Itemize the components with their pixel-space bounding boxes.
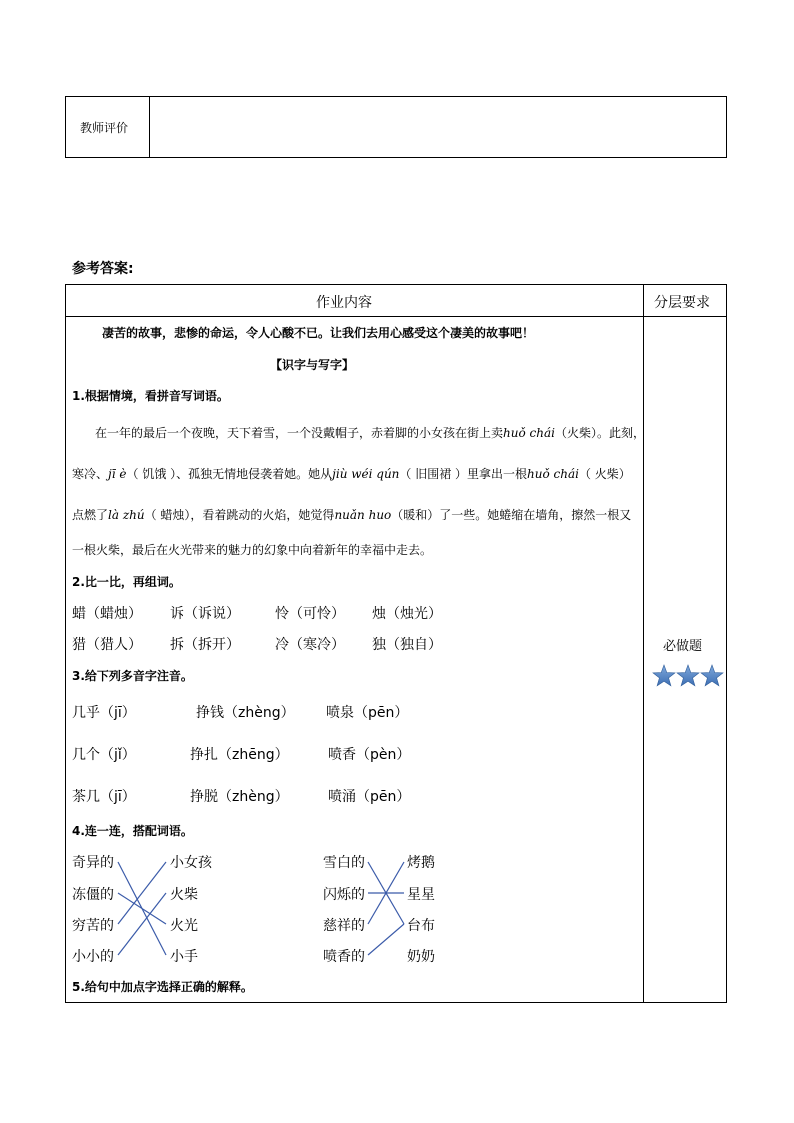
q4-left-match: 火光 [170,918,198,934]
q4-title: 4.连一连，搭配词语。 [72,824,193,838]
q1-answer-4: （ 火柴） [578,467,631,481]
q1-title: 1.根据情境，看拼音写词语。 [72,389,229,403]
q4-right-match: 烤鹅 [407,855,435,871]
q3-title: 3.给下列多音字注音。 [72,669,193,683]
q3-item: 挣扎（zhēng） [190,747,289,763]
q2-item: 冷（寒冷） [275,637,345,653]
q1-answer-1: （火柴）。此刻， [554,426,645,440]
level-stars [652,664,726,688]
section-title: 【识字与写字】 [270,358,355,372]
teacher-eval-table [65,96,727,158]
q3-item: 喷涌（pēn） [328,789,411,805]
q4-left-word: 小小的 [72,949,114,965]
q4-right-word: 喷香的 [323,949,365,965]
q1-pinyin-5: là zhú [108,508,145,522]
q3-item: 喷泉（pēn） [326,705,409,721]
q1-line1 [95,424,645,441]
q3-item: 挣脱（zhèng） [190,789,289,805]
q1-line4: 一根火柴，最后在火光带来的魅力的幻象中向着新年的幸福中走去。 [72,543,433,557]
q1-line3 [72,506,631,523]
q5-title: 5.给句中加点字选择正确的解释。 [72,980,253,994]
star-icon [653,665,675,686]
q1-line2 [72,465,631,482]
q3-item: 喷香（pèn） [328,747,411,763]
header-content: 作业内容 [316,295,372,311]
teacher-eval-divider [149,97,150,157]
q1-line1-text: 在一年的最后一个夜晚，天下着雪，一个没戴帽子，赤着脚的小女孩在街上卖 [95,426,504,440]
q3-item: 茶几（jī） [72,789,136,805]
q1-line2-text: 寒冷、 [72,467,109,481]
q1-answer-3: （ 旧围裙 ）里拿出一根 [399,467,528,481]
star-icon [701,665,723,686]
teacher-eval-label: 教师评价 [80,121,129,135]
q2-title: 2.比一比，再组词。 [72,575,181,589]
q3-item: 几乎（jī） [72,705,136,721]
q2-item: 独（独自） [372,637,442,653]
q2-item: 怜（可怜） [275,606,345,622]
q4-left-word: 穷苦的 [72,918,114,934]
q3-item: 几个（jǐ） [72,747,136,763]
header-level: 分层要求 [654,295,710,311]
intro-text: 凄苦的故事，悲惨的命运，令人心酸不已。让我们去用心感受这个凄美的故事吧！ [102,326,535,340]
q4-left-word: 冻僵的 [72,887,114,903]
q1-pinyin-6: nuǎn huo [334,508,392,522]
q1-pinyin-4: huǒ chái [527,467,579,481]
q4-left-word: 奇异的 [72,855,114,871]
q1-line3-text: 点燃了 [72,508,109,522]
q2-item: 拆（拆开） [170,637,240,653]
q1-answer-5: （ 蜡烛），看着跳动的火焰，她觉得 [144,508,335,522]
q1-answer-2: （ 饥饿 ）、孤独无情地侵袭着她。她从 [126,467,333,481]
q4-right-word: 闪烁的 [323,887,365,903]
q1-pinyin-2: jī è [108,467,127,481]
q4-right-match: 台布 [407,918,435,934]
column-divider [643,285,644,1002]
q4-right-word: 慈祥的 [323,918,365,934]
level-label: 必做题 [663,639,703,654]
q4-right-word: 雪白的 [323,855,365,871]
star-icon [677,665,699,686]
q1-pinyin-3: jiù wéi qún [332,467,400,481]
q1-answer-6: （暖和）了一些。她蜷缩在墙角，擦然一根又 [391,508,632,522]
q3-item: 挣钱（zhèng） [196,705,295,721]
q4-right-match: 星星 [407,887,435,903]
q2-item: 烛（烛光） [372,606,442,622]
q4-left-match: 小女孩 [170,855,212,871]
q2-item: 蜡（蜡烛） [72,606,142,622]
q4-left-match: 小手 [170,949,198,965]
header-divider [66,316,726,317]
q4-left-match: 火柴 [170,887,198,903]
q1-pinyin-1: huǒ chái [503,426,555,440]
q2-item: 诉（诉说） [170,606,240,622]
q2-item: 猎（猎人） [72,637,142,653]
q4-right-match: 奶奶 [407,949,435,965]
answers-heading: 参考答案: [72,261,134,277]
